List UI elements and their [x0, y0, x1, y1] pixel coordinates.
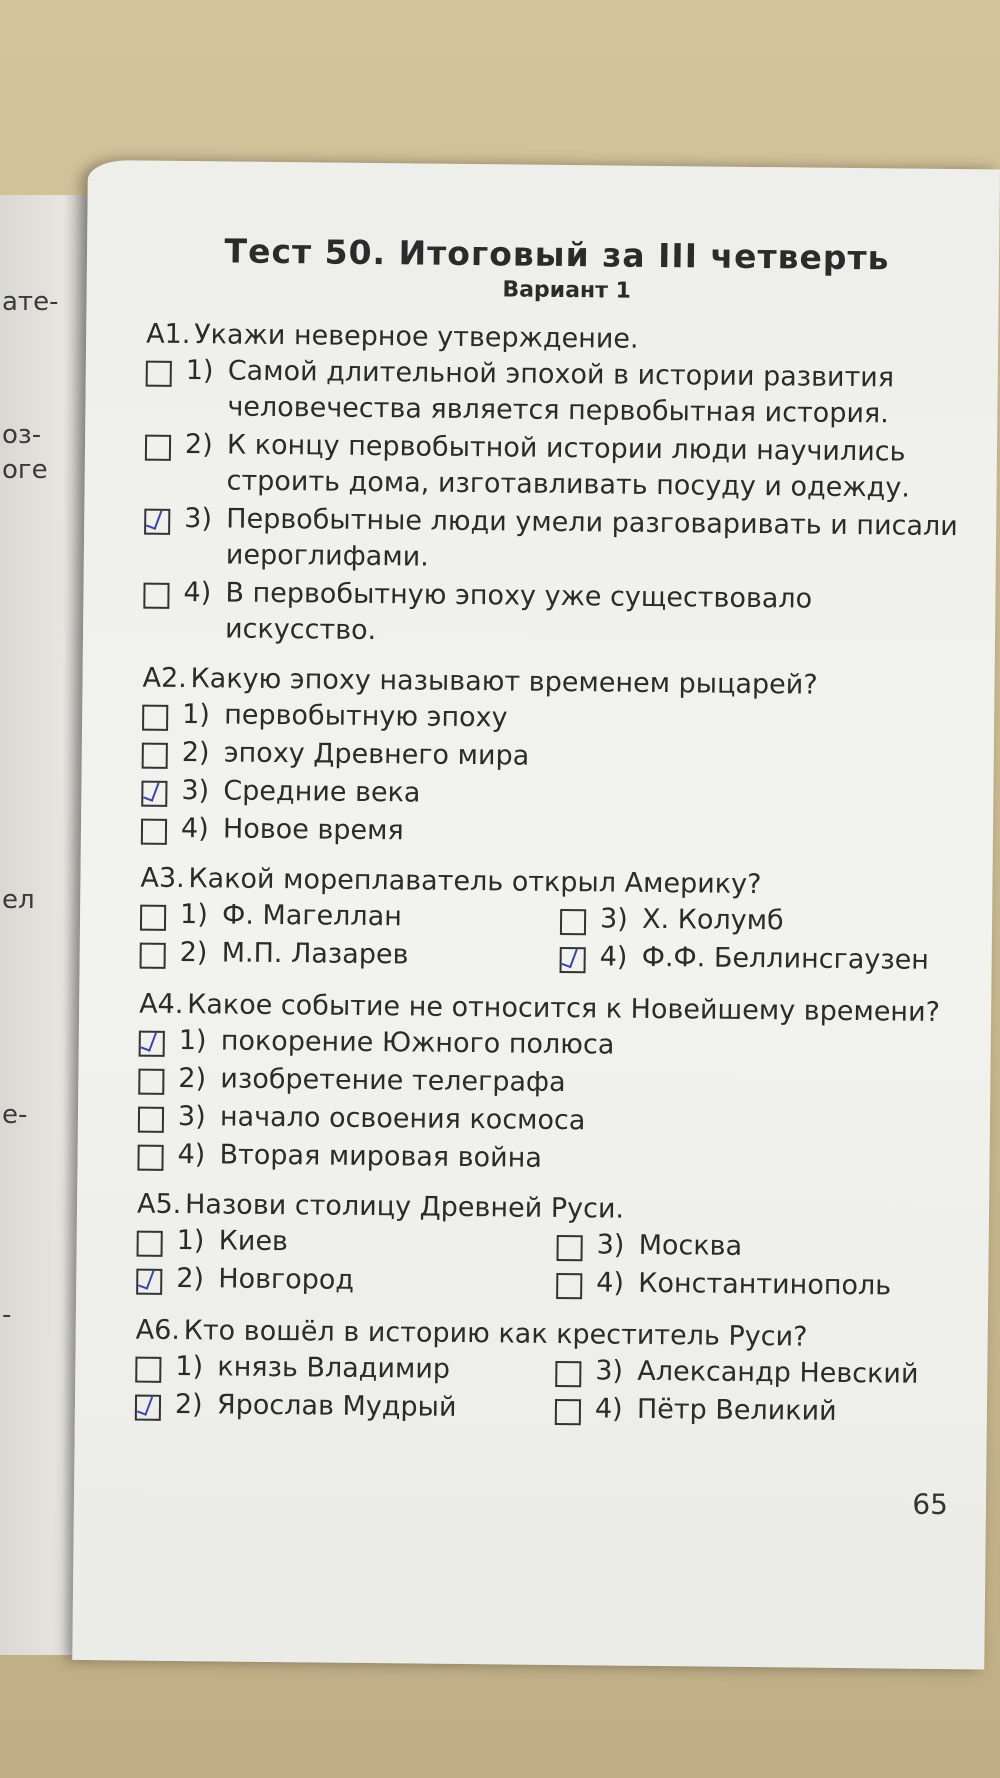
answer-option	[137, 1137, 957, 1182]
answer-option	[140, 935, 560, 975]
option-text: эпоху Древнего мира	[223, 737, 530, 772]
answer-option	[143, 575, 964, 656]
checkbox[interactable]	[560, 909, 586, 935]
option-number: 1)	[175, 1350, 204, 1383]
option-text: покорение Южного полюса	[220, 1025, 615, 1061]
answer-option	[138, 1099, 958, 1144]
question-text: Какой мореплаватель открыл Америку?	[188, 863, 762, 901]
option-number: 2)	[178, 1062, 207, 1095]
option-text: Александр Невский	[637, 1355, 919, 1390]
option-number: 1)	[182, 699, 211, 731]
left-fragment: оге	[2, 455, 48, 485]
question-a6	[135, 1313, 956, 1434]
checkbox-checked[interactable]	[139, 1031, 165, 1057]
left-fragment: ате-	[2, 287, 59, 317]
page-content	[135, 231, 968, 1448]
checkbox-checked[interactable]	[141, 781, 167, 807]
option-text: Средние века	[223, 775, 421, 809]
option-text: начало освоения космоса	[219, 1101, 586, 1137]
option-number: 3)	[181, 775, 210, 807]
answer-option	[136, 1223, 556, 1263]
answer-option	[144, 501, 965, 582]
option-number: 4)	[594, 1393, 623, 1425]
option-text: Константинополь	[638, 1267, 892, 1302]
checkbox[interactable]	[138, 1069, 164, 1095]
checkbox[interactable]	[556, 1235, 582, 1261]
answer-option	[555, 1391, 955, 1431]
answer-option	[556, 1265, 956, 1305]
checkbox[interactable]	[143, 583, 169, 609]
workbook-page	[72, 160, 1000, 1669]
question-number: А5.	[136, 1188, 182, 1221]
option-number: 4)	[177, 1138, 206, 1171]
answer-option	[560, 901, 960, 941]
question-text: Кто вошёл в историю как креститель Руси?	[183, 1315, 808, 1353]
option-number: 3)	[177, 1100, 206, 1133]
checkbox[interactable]	[140, 905, 166, 931]
option-text: первобытную эпоху	[224, 699, 508, 734]
option-text: Ф.Ф. Беллинсгаузен	[641, 941, 930, 976]
option-text: В первобытную эпоху уже существовало искусство.	[224, 577, 813, 647]
variant-label: Вариант 1	[502, 277, 632, 304]
answer-option	[138, 1061, 958, 1106]
option-number: 4)	[599, 941, 628, 973]
question-number: А4.	[139, 988, 184, 1021]
option-number: 4)	[183, 577, 212, 609]
question-a4	[137, 987, 959, 1182]
checkbox[interactable]	[145, 435, 171, 461]
checkbox[interactable]	[555, 1361, 581, 1387]
question-number: А6.	[135, 1314, 181, 1347]
page-title: Тест 50. Итоговый за III четверть	[224, 231, 890, 278]
answer-option	[142, 735, 962, 780]
option-number: 3)	[595, 1355, 624, 1387]
option-text: М.П. Лазарев	[221, 937, 409, 971]
option-text: Х. Колумб	[641, 903, 784, 937]
question-text: Какое событие не относится к Новейшему времени?	[186, 989, 941, 1028]
checkbox-checked[interactable]	[136, 1269, 162, 1295]
question-text: Какую эпоху называют временем рыцарей?	[190, 663, 818, 701]
option-number: 1)	[179, 899, 208, 931]
left-fragment: е-	[2, 1100, 28, 1130]
answer-option	[142, 697, 962, 742]
option-text: К концу первобытной истории люди научились строить дома, изготавливать посуду и одежду.	[226, 429, 911, 504]
option-number: 3)	[599, 903, 628, 935]
option-number: 3)	[596, 1229, 625, 1261]
option-number: 2)	[184, 429, 213, 461]
option-number: 3)	[184, 503, 213, 535]
question-number: А3.	[140, 862, 185, 895]
option-text: Москва	[638, 1229, 743, 1262]
answer-option	[144, 427, 965, 508]
question-number: А2.	[142, 662, 187, 695]
answer-option	[136, 1261, 556, 1301]
question-a3	[139, 861, 960, 982]
answer-option	[139, 1023, 959, 1068]
option-number: 4)	[596, 1267, 625, 1299]
checkbox-checked[interactable]	[560, 947, 586, 973]
checkbox[interactable]	[146, 361, 172, 387]
option-number: 2)	[174, 1388, 203, 1421]
answer-option	[556, 1227, 956, 1267]
option-number: 2)	[176, 1262, 205, 1295]
checkbox[interactable]	[137, 1145, 163, 1171]
option-text: Вторая мировая война	[219, 1139, 543, 1174]
checkbox-checked[interactable]	[144, 509, 170, 535]
checkbox[interactable]	[138, 1107, 164, 1133]
question-a2	[141, 661, 963, 856]
answer-option	[559, 939, 959, 979]
option-text: Новгород	[218, 1263, 355, 1296]
left-fragment: оз-	[2, 420, 42, 450]
answer-option	[141, 773, 961, 818]
option-text: Ярослав Мудрый	[216, 1389, 457, 1423]
checkbox[interactable]	[140, 943, 166, 969]
answer-option	[141, 811, 961, 856]
checkbox[interactable]	[141, 819, 167, 845]
left-fragment: ел	[2, 885, 35, 915]
option-number: 1)	[185, 355, 214, 387]
answer-option	[555, 1353, 955, 1393]
checkbox[interactable]	[137, 1231, 163, 1257]
option-number: 2)	[179, 937, 208, 969]
option-text: князь Владимир	[217, 1351, 451, 1385]
checkbox[interactable]	[555, 1399, 581, 1425]
checkbox-checked[interactable]	[135, 1395, 161, 1421]
page-number: 65	[912, 1487, 949, 1522]
checkbox[interactable]	[556, 1273, 582, 1299]
option-number: 2)	[181, 737, 210, 769]
option-text: Ф. Магеллан	[221, 899, 403, 933]
question-a5	[136, 1187, 957, 1308]
option-text: изобретение телеграфа	[220, 1063, 566, 1099]
answer-option	[135, 1387, 555, 1427]
option-number: 1)	[178, 1024, 207, 1057]
option-number: 1)	[176, 1224, 205, 1257]
option-text: Новое время	[222, 813, 404, 847]
question-number: А1.	[146, 318, 191, 351]
checkbox[interactable]	[142, 705, 168, 731]
checkbox[interactable]	[142, 743, 168, 769]
answer-option	[140, 897, 560, 937]
option-text: Самой длительной эпохой в истории развития человечества является первобытная история.	[227, 355, 895, 430]
checkbox[interactable]	[135, 1357, 161, 1383]
question-text: Укажи неверное утверждение.	[194, 319, 639, 355]
option-number: 4)	[180, 813, 209, 845]
option-text: Первобытные люди умели разговаривать и писали иероглифами.	[225, 503, 958, 573]
question-text: Назови столицу Древней Руси.	[184, 1189, 625, 1225]
answer-option	[135, 1349, 555, 1389]
left-fragment: -	[2, 1300, 12, 1330]
option-text: Пётр Великий	[636, 1393, 837, 1427]
question-a1	[143, 317, 966, 656]
option-text: Киев	[218, 1225, 289, 1258]
answer-option	[145, 353, 966, 434]
